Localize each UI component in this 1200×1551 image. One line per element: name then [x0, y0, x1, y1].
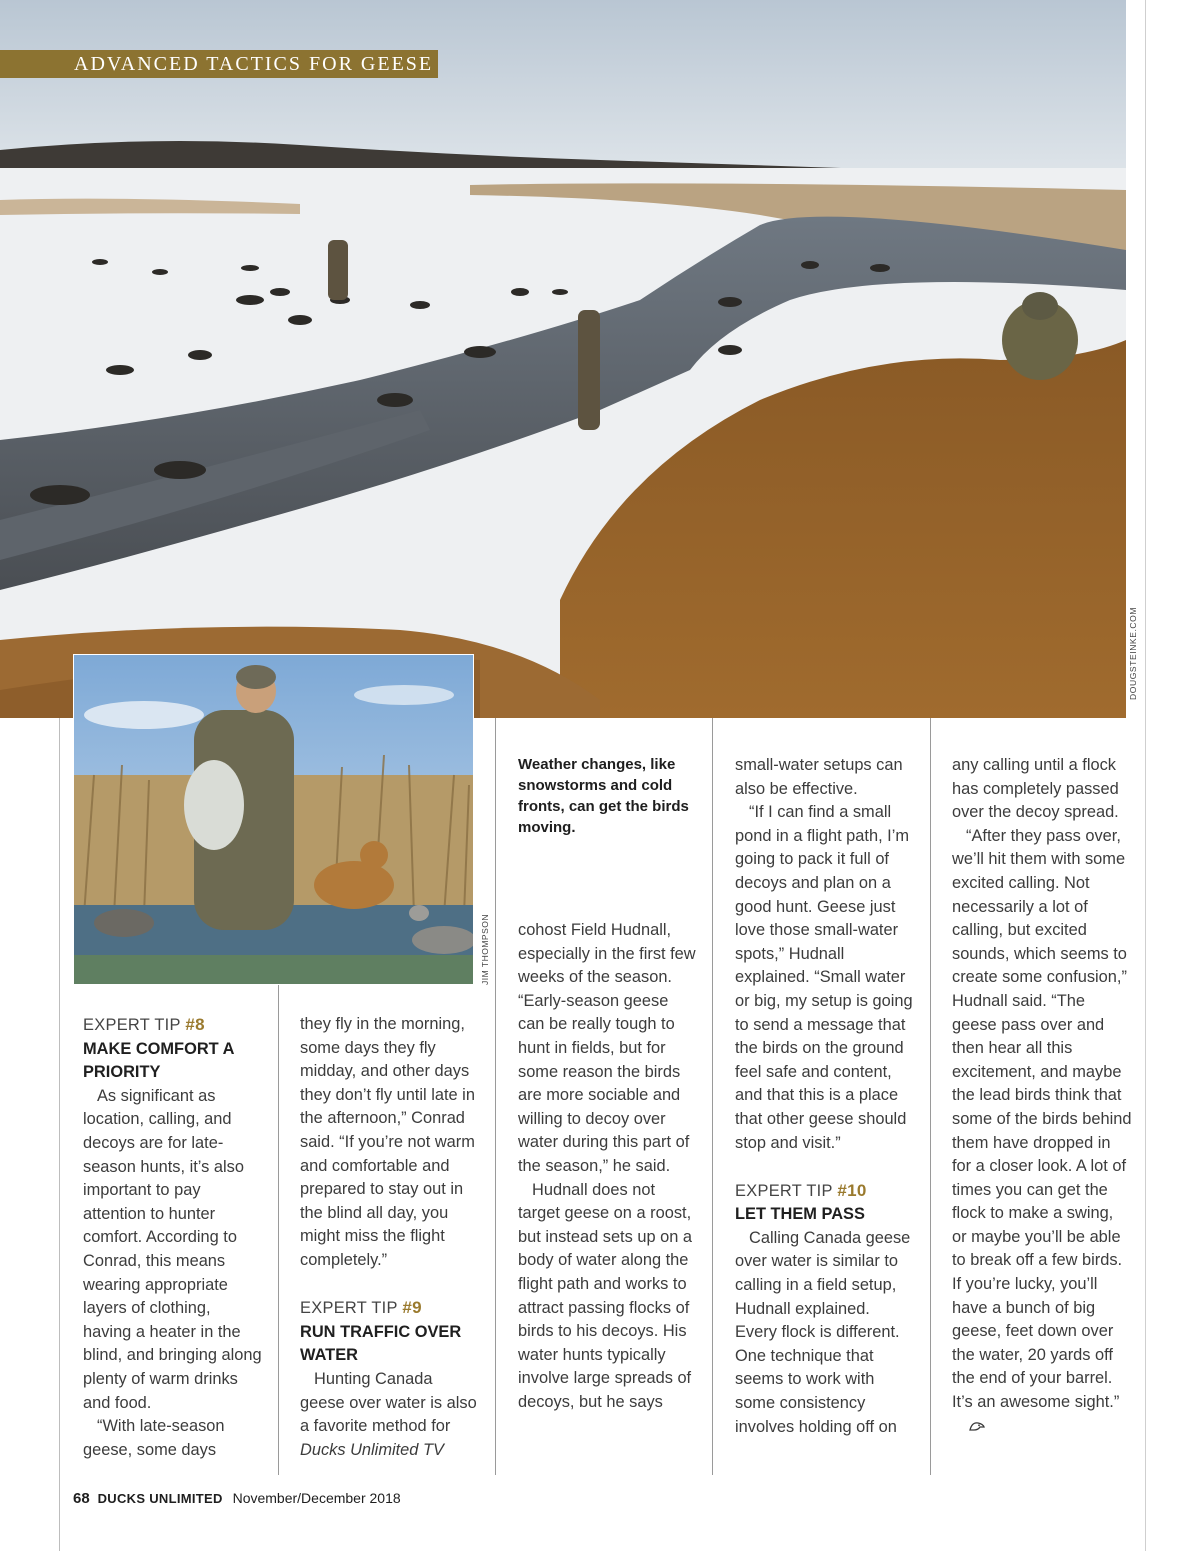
body-paragraph: cohost Field Hudnall, especially in the first few weeks of the season. “Early-season geese can be really tough to hunt in fields, but for some reason the birds are more sociable and willing to decoy over water during this part of the season,” he said. — [518, 921, 696, 1175]
column-rule — [495, 718, 496, 1475]
article-column-5 — [952, 754, 1132, 1438]
tip-10-heading: LET THEM PASS — [735, 1205, 865, 1224]
photo-caption: Weather changes, like snowstorms and cold fronts, can get the birds moving. — [518, 756, 689, 836]
article-column-2 — [300, 1013, 480, 1462]
magazine-name: DUCKS UNLIMITED — [97, 1491, 223, 1506]
column-rule — [930, 718, 931, 1475]
body-paragraph: “If I can find a small pond in a flight path, I’m going to pack it full of decoys and plan on a good hunt. Geese just love those small-water spots,” Hudnall explained. “Small water or big, my setup is going to send a message that the birds on the ground feel safe and content, and that this is a place that other geese should stop and visit.” — [735, 803, 913, 1152]
tip-10-label: EXPERT TIP #10 — [735, 1180, 867, 1200]
body-paragraph: small-water setups can also be effective. — [735, 756, 903, 798]
tip-8-heading: MAKE COMFORT A PRIORITY — [83, 1039, 234, 1082]
issue-date: November/December 2018 — [232, 1490, 401, 1506]
column-rule — [712, 718, 713, 1475]
tip-9-label: EXPERT TIP #9 — [300, 1298, 422, 1318]
body-paragraph: they fly in the morning, some days they fly midday, and other days they don’t fly until late in the afternoon,” Conrad said. “If you’re not warm and comfortable and prepared to stay out in the blind all day, you might miss the flight completely.” — [300, 1015, 475, 1269]
duck-head-icon — [954, 1417, 972, 1431]
page-edge-rule — [1145, 0, 1146, 1551]
section-banner: ADVANCED TACTICS FOR GEESE — [0, 50, 438, 78]
article-column-3 — [518, 919, 698, 1414]
body-paragraph: “After they pass over, we’ll hit them with some excited calling. Not necessarily a lot of calling, but excited sounds, which seems to create some confusion,” Hudnall said. “The geese pass over and then hear all this excitement, and maybe the lead birds think that some of the birds behind them have dropped in for a closer look. A lot of times you can get the flock to make a swing, or maybe you’ll be able to break off a few birds. If you’re lucky, you’ll have a bunch of big geese, feet down over the water, 20 yards off the end of your barrel. It’s an awesome sight.” — [952, 825, 1132, 1438]
left-margin-rule — [59, 718, 60, 1551]
inset-photo — [73, 654, 474, 985]
page-number: 68 — [73, 1490, 90, 1507]
show-title: Ducks Unlimited TV — [300, 1440, 444, 1459]
body-paragraph: any calling until a flock has completely passed over the decoy spread. — [952, 756, 1119, 822]
article-column-1 — [83, 1013, 263, 1462]
photo-credit-inset: JIM THOMPSON — [480, 913, 490, 985]
hero-photo — [0, 0, 1126, 718]
body-paragraph: As significant as location, calling, and decoys are for late-season hunts, it’s also important to pay attention to hunter comfort. According to Conrad, this means wearing appropriate layers of clothing, having a heater in the blind, and bringing along plenty of warm drinks and food. — [83, 1086, 262, 1412]
tip-9-number: #9 — [402, 1298, 422, 1318]
article-column-4 — [735, 754, 915, 1439]
body-paragraph: Hunting Canada geese over water is also a favorite method for Ducks Unlimited TV — [300, 1369, 477, 1459]
tip-10-number: #10 — [837, 1180, 867, 1200]
tip-8-label: EXPERT TIP #8 — [83, 1015, 205, 1034]
body-paragraph: Calling Canada geese over water is similar to calling in a field setup, Hudnall explained. Every flock is different. One technique that seems to work with some consistency involves holding off on — [735, 1228, 911, 1436]
tip-8-number: #8 — [185, 1015, 205, 1034]
page-footer — [73, 1487, 401, 1509]
body-paragraph: “With late-season geese, some days — [83, 1417, 225, 1459]
column-rule — [278, 985, 279, 1475]
photo-credit-main: DOUGSTEINKE.COM — [1128, 606, 1138, 700]
tip-9-heading: RUN TRAFFIC OVER WATER — [300, 1322, 462, 1365]
body-paragraph: Hudnall does not target geese on a roost, but instead sets up on a body of water along the flight path and works to attract passing flocks of birds to his decoys. His water hunts typically involve large spreads of decoys, but he says — [518, 1180, 693, 1411]
